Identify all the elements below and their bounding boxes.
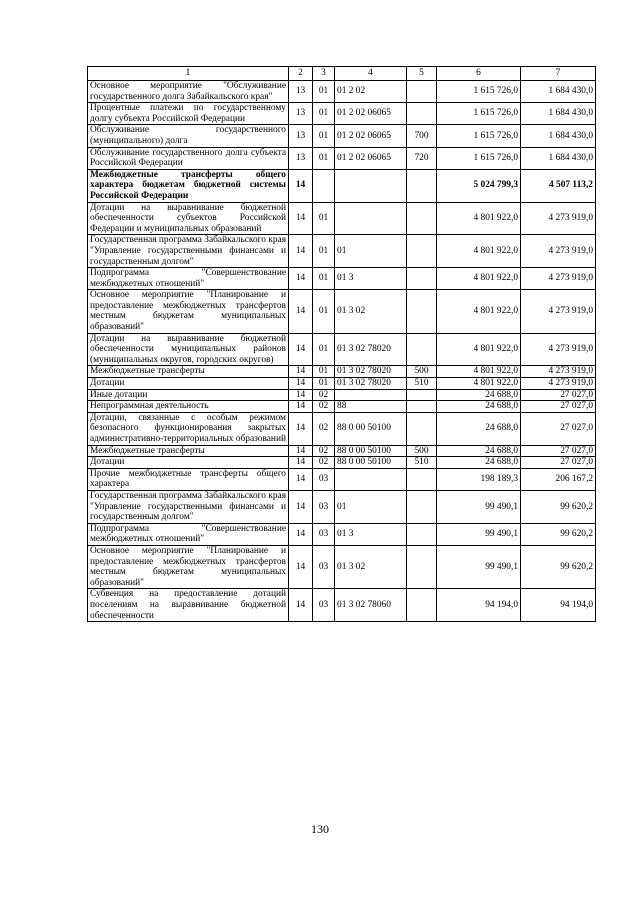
target-article-cell	[335, 468, 407, 490]
row-name-cell: Межбюджетные трансферты общего характера бюджетам бюджетной системы Российской Федерации	[88, 169, 289, 202]
subsection-code-cell: 03	[313, 523, 335, 545]
table-row	[88, 378, 596, 390]
amount-year1-cell: 4 801 922,0	[437, 268, 521, 290]
subsection-code-cell: 02	[313, 389, 335, 401]
subsection-code-cell: 01	[313, 202, 335, 235]
row-name-cell: Дотации на выравнивание бюджетной обеспеченности субъектов Российской Федерации и муниципальных образований	[88, 202, 289, 235]
table-row	[88, 445, 596, 457]
amount-year2-cell: 27 027,0	[521, 445, 596, 457]
expense-type-cell	[407, 589, 437, 622]
row-name-cell: Дотации на выравнивание бюджетной обеспеченности муниципальных районов (муниципальных округов, городских округов)	[88, 333, 289, 366]
expense-type-cell	[407, 268, 437, 290]
chapter-code-cell: 14	[289, 589, 313, 622]
expense-type-cell	[407, 523, 437, 545]
amount-year1-cell: 1 615 726,0	[437, 125, 521, 147]
table-row	[88, 81, 596, 103]
amount-year2-cell: 4 273 919,0	[521, 268, 596, 290]
row-name-cell: Основное мероприятие "Обслуживание государственного долга Забайкальского края"	[88, 81, 289, 103]
amount-year1-cell: 4 801 922,0	[437, 333, 521, 366]
amount-year2-cell: 99 620,2	[521, 490, 596, 523]
amount-year2-cell: 27 027,0	[521, 457, 596, 469]
row-name-cell: Дотации	[88, 378, 289, 390]
table-row	[88, 125, 596, 147]
row-name-cell: Межбюджетные трансферты	[88, 445, 289, 457]
amount-year1-cell: 99 490,1	[437, 523, 521, 545]
amount-year2-cell: 94 194,0	[521, 589, 596, 622]
amount-year2-cell: 27 027,0	[521, 401, 596, 413]
amount-year2-cell: 99 620,2	[521, 523, 596, 545]
amount-year2-cell: 4 273 919,0	[521, 366, 596, 378]
page-number: 130	[311, 822, 329, 836]
target-article-cell: 01 2 02 06065	[335, 125, 407, 147]
amount-year2-cell: 206 167,2	[521, 468, 596, 490]
expense-type-cell	[407, 333, 437, 366]
row-name-cell: Основное мероприятие "Планирование и предоставление межбюджетных трансфертов местным бюджетам муниципальных образований"	[88, 545, 289, 588]
target-article-cell: 88	[335, 401, 407, 413]
expense-type-cell: 700	[407, 125, 437, 147]
expense-type-cell	[407, 103, 437, 125]
header-cell: 7	[521, 67, 596, 81]
amount-year2-cell: 4 273 919,0	[521, 333, 596, 366]
amount-year1-cell: 99 490,1	[437, 490, 521, 523]
chapter-code-cell: 14	[289, 169, 313, 202]
subsection-code-cell: 02	[313, 445, 335, 457]
amount-year1-cell: 5 024 799,3	[437, 169, 521, 202]
amount-year1-cell: 24 688,0	[437, 389, 521, 401]
subsection-code-cell: 03	[313, 468, 335, 490]
subsection-code-cell: 01	[313, 125, 335, 147]
amount-year1-cell: 4 801 922,0	[437, 202, 521, 235]
table-row	[88, 412, 596, 445]
amount-year2-cell: 4 273 919,0	[521, 235, 596, 268]
expense-type-cell	[407, 468, 437, 490]
header-cell: 4	[335, 67, 407, 81]
table-row	[88, 389, 596, 401]
row-name-cell: Подпрограмма "Совершенствование межбюджетных отношений"	[88, 523, 289, 545]
subsection-code-cell: 01	[313, 81, 335, 103]
amount-year1-cell: 198 189,3	[437, 468, 521, 490]
chapter-code-cell: 14	[289, 401, 313, 413]
amount-year1-cell: 4 801 922,0	[437, 378, 521, 390]
table-row	[88, 202, 596, 235]
expense-type-cell	[407, 169, 437, 202]
amount-year2-cell: 27 027,0	[521, 389, 596, 401]
amount-year2-cell: 27 027,0	[521, 412, 596, 445]
subsection-code-cell: 02	[313, 412, 335, 445]
subsection-code-cell: 03	[313, 545, 335, 588]
row-name-cell: Дотации	[88, 457, 289, 469]
table-row	[88, 333, 596, 366]
table-row	[88, 468, 596, 490]
subsection-code-cell: 01	[313, 333, 335, 366]
expense-type-cell: 510	[407, 457, 437, 469]
expense-type-cell: 500	[407, 366, 437, 378]
amount-year1-cell: 4 801 922,0	[437, 366, 521, 378]
amount-year1-cell: 4 801 922,0	[437, 235, 521, 268]
chapter-code-cell: 13	[289, 125, 313, 147]
amount-year1-cell: 99 490,1	[437, 545, 521, 588]
amount-year1-cell: 24 688,0	[437, 412, 521, 445]
header-cell: 6	[437, 67, 521, 81]
row-name-cell: Субвенция на предоставление дотаций поселениям на выравнивание бюджетной обеспеченности	[88, 589, 289, 622]
target-article-cell: 01 2 02	[335, 81, 407, 103]
expense-type-cell	[407, 389, 437, 401]
row-name-cell: Подпрограмма "Совершенствование межбюджетных отношений"	[88, 268, 289, 290]
header-cell: 5	[407, 67, 437, 81]
table-row	[88, 268, 596, 290]
subsection-code-cell: 01	[313, 147, 335, 169]
row-name-cell: Иные дотации	[88, 389, 289, 401]
target-article-cell: 01 3 02 78020	[335, 366, 407, 378]
chapter-code-cell: 14	[289, 389, 313, 401]
target-article-cell: 88 0 00 50100	[335, 457, 407, 469]
row-name-cell: Процентные платежи по государственному долгу субъекта Российской Федерации	[88, 103, 289, 125]
chapter-code-cell: 14	[289, 457, 313, 469]
target-article-cell	[335, 202, 407, 235]
target-article-cell	[335, 169, 407, 202]
expense-type-cell	[407, 490, 437, 523]
amount-year1-cell: 24 688,0	[437, 457, 521, 469]
chapter-code-cell: 14	[289, 468, 313, 490]
subsection-code-cell: 01	[313, 103, 335, 125]
target-article-cell: 88 0 00 50100	[335, 445, 407, 457]
amount-year2-cell: 4 273 919,0	[521, 290, 596, 333]
subsection-code-cell: 01	[313, 235, 335, 268]
target-article-cell: 01 2 02 06065	[335, 103, 407, 125]
table-row	[88, 490, 596, 523]
target-article-cell: 01 3 02 78020	[335, 333, 407, 366]
table-row	[88, 290, 596, 333]
row-name-cell: Дотации, связанные с особым режимом безопасного функционирования закрытых административно-территориальных образований	[88, 412, 289, 445]
target-article-cell: 01 3 02 78060	[335, 589, 407, 622]
chapter-code-cell: 14	[289, 202, 313, 235]
table-header-row	[88, 67, 596, 81]
expense-type-cell	[407, 235, 437, 268]
table-row	[88, 589, 596, 622]
expense-type-cell: 720	[407, 147, 437, 169]
row-name-cell: Государственная программа Забайкальского края "Управление государственными финансами и государственным долгом"	[88, 235, 289, 268]
target-article-cell: 01 3 02	[335, 545, 407, 588]
amount-year1-cell: 4 801 922,0	[437, 290, 521, 333]
chapter-code-cell: 13	[289, 81, 313, 103]
amount-year2-cell: 4 273 919,0	[521, 202, 596, 235]
amount-year2-cell: 1 684 430,0	[521, 81, 596, 103]
row-name-cell: Государственная программа Забайкальского края "Управление государственными финансами и государственным долгом"	[88, 490, 289, 523]
table-row	[88, 169, 596, 202]
expense-type-cell	[407, 290, 437, 333]
expense-type-cell	[407, 412, 437, 445]
target-article-cell: 01 3	[335, 523, 407, 545]
header-cell: 1	[88, 67, 289, 81]
subsection-code-cell: 01	[313, 290, 335, 333]
chapter-code-cell: 14	[289, 378, 313, 390]
amount-year1-cell: 1 615 726,0	[437, 81, 521, 103]
table-row	[88, 103, 596, 125]
amount-year2-cell: 1 684 430,0	[521, 103, 596, 125]
subsection-code-cell: 01	[313, 366, 335, 378]
amount-year2-cell: 4 273 919,0	[521, 378, 596, 390]
chapter-code-cell: 14	[289, 366, 313, 378]
header-cell: 3	[313, 67, 335, 81]
amount-year2-cell: 99 620,2	[521, 545, 596, 588]
amount-year1-cell: 1 615 726,0	[437, 147, 521, 169]
chapter-code-cell: 14	[289, 333, 313, 366]
amount-year2-cell: 1 684 430,0	[521, 125, 596, 147]
amount-year1-cell: 1 615 726,0	[437, 103, 521, 125]
amount-year2-cell: 4 507 113,2	[521, 169, 596, 202]
amount-year1-cell: 94 194,0	[437, 589, 521, 622]
row-name-cell: Прочие межбюджетные трансферты общего характера	[88, 468, 289, 490]
subsection-code-cell: 01	[313, 268, 335, 290]
target-article-cell: 01 3 02	[335, 290, 407, 333]
target-article-cell: 01 2 02 06065	[335, 147, 407, 169]
expense-type-cell	[407, 202, 437, 235]
chapter-code-cell: 14	[289, 445, 313, 457]
table-row	[88, 235, 596, 268]
amount-year2-cell: 1 684 430,0	[521, 147, 596, 169]
expense-type-cell	[407, 545, 437, 588]
table-row	[88, 545, 596, 588]
row-name-cell: Обслуживание государственного долга субъекта Российской Федерации	[88, 147, 289, 169]
target-article-cell: 01	[335, 490, 407, 523]
target-article-cell: 01	[335, 235, 407, 268]
amount-year1-cell: 24 688,0	[437, 401, 521, 413]
row-name-cell: Непрограммная деятельность	[88, 401, 289, 413]
chapter-code-cell: 14	[289, 235, 313, 268]
amount-year1-cell: 24 688,0	[437, 445, 521, 457]
subsection-code-cell	[313, 169, 335, 202]
budget-table	[87, 66, 596, 622]
target-article-cell: 88 0 00 50100	[335, 412, 407, 445]
target-article-cell	[335, 389, 407, 401]
row-name-cell: Обслуживание государственного (муниципального) долга	[88, 125, 289, 147]
subsection-code-cell: 02	[313, 401, 335, 413]
expense-type-cell: 510	[407, 378, 437, 390]
chapter-code-cell: 13	[289, 147, 313, 169]
subsection-code-cell: 02	[313, 457, 335, 469]
table-row	[88, 366, 596, 378]
table-row	[88, 147, 596, 169]
chapter-code-cell: 14	[289, 490, 313, 523]
table-row	[88, 457, 596, 469]
chapter-code-cell: 14	[289, 290, 313, 333]
subsection-code-cell: 01	[313, 378, 335, 390]
chapter-code-cell: 14	[289, 523, 313, 545]
target-article-cell: 01 3	[335, 268, 407, 290]
target-article-cell: 01 3 02 78020	[335, 378, 407, 390]
row-name-cell: Межбюджетные трансферты	[88, 366, 289, 378]
chapter-code-cell: 14	[289, 545, 313, 588]
chapter-code-cell: 13	[289, 103, 313, 125]
subsection-code-cell: 03	[313, 589, 335, 622]
row-name-cell: Основное мероприятие "Планирование и предоставление межбюджетных трансфертов местным бюджетам муниципальных образований"	[88, 290, 289, 333]
expense-type-cell: 500	[407, 445, 437, 457]
chapter-code-cell: 14	[289, 268, 313, 290]
subsection-code-cell: 03	[313, 490, 335, 523]
expense-type-cell	[407, 81, 437, 103]
chapter-code-cell: 14	[289, 412, 313, 445]
table-row	[88, 401, 596, 413]
header-cell: 2	[289, 67, 313, 81]
table-row	[88, 523, 596, 545]
expense-type-cell	[407, 401, 437, 413]
